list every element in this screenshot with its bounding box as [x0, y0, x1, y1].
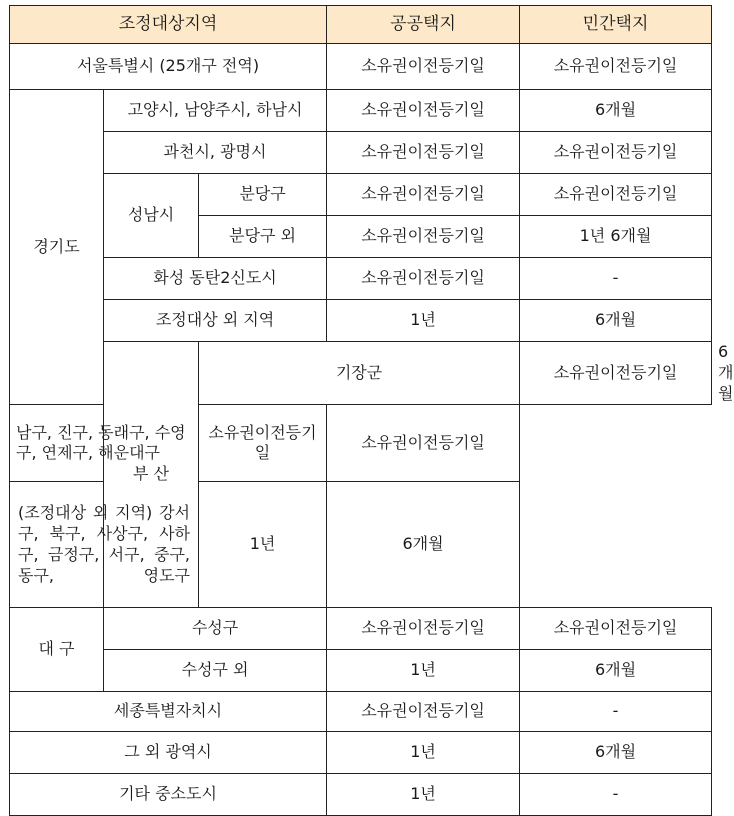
- region-cell: 고양시, 남양주시, 하남시: [104, 90, 327, 132]
- private-cell: 소유권이전등기일: [520, 132, 712, 174]
- table-row: [10, 692, 712, 732]
- public-cell: 소유권이전등기일: [327, 174, 520, 216]
- private-cell: 6개월: [520, 650, 712, 692]
- region-cell: 분당구: [199, 174, 327, 216]
- province-label: 대 구: [10, 608, 104, 692]
- public-cell: 소유권이전등기일: [327, 258, 520, 300]
- public-cell: 소유권이전등기일: [327, 608, 520, 650]
- table-row: [10, 774, 712, 816]
- resale-restriction-table: [9, 5, 734, 816]
- table-row: [10, 732, 712, 774]
- table-row: [10, 482, 712, 608]
- table-row: [10, 608, 712, 650]
- table-row: [10, 90, 712, 132]
- region-cell: 과천시, 광명시: [104, 132, 327, 174]
- table-row: [10, 132, 712, 174]
- public-cell: 소유권이전등기일: [327, 132, 520, 174]
- region-cell: 수성구 외: [104, 650, 327, 692]
- public-cell: 소유권이전등기일: [327, 216, 520, 258]
- public-cell: 소유권이전등기일: [327, 90, 520, 132]
- private-cell: 소유권이전등기일: [520, 608, 712, 650]
- table-row: [10, 44, 712, 90]
- province-label: 경기도: [10, 90, 104, 405]
- private-cell: 6개월: [520, 300, 712, 342]
- public-cell: 소유권이전등기일: [327, 692, 520, 732]
- header-region: 조정대상지역: [10, 6, 327, 44]
- private-cell: -: [520, 692, 712, 732]
- private-cell: 6개월: [520, 732, 712, 774]
- private-cell: 6개월: [520, 90, 712, 132]
- region-cell: 수성구: [104, 608, 327, 650]
- header-row: [10, 6, 712, 44]
- public-cell: 1년: [327, 774, 520, 816]
- public-cell: 1년: [327, 650, 520, 692]
- region-cell: (조정대상 외 지역) 강서구, 북구, 사상구, 사하구, 금정구, 서구, 중구, 동구, 영도구: [10, 482, 199, 608]
- region-cell: 남구, 진구, 동래구, 수영구, 연제구, 해운대구: [10, 405, 199, 482]
- public-cell: 1년: [199, 482, 327, 608]
- private-cell: 소유권이전등기일: [520, 44, 712, 90]
- public-cell: 소유권이전등기일: [199, 405, 327, 482]
- private-cell: 6개월: [327, 482, 520, 608]
- region-cell: 세종특별자치시: [10, 692, 327, 732]
- region-cell: 서울특별시 (25개구 전역): [10, 44, 327, 90]
- table-row: 부 산 기장군 소유권이전등기일 6개월: [10, 342, 712, 405]
- table-row: [10, 405, 712, 482]
- region-cell: 그 외 광역시: [10, 732, 327, 774]
- private-cell: -: [520, 258, 712, 300]
- public-cell: 소유권이전등기일: [520, 342, 712, 405]
- private-cell: 소유권이전등기일: [327, 405, 520, 482]
- private-cell: -: [520, 774, 712, 816]
- province-label: 부 산: [104, 342, 199, 608]
- region-cell: 분당구 외: [199, 216, 327, 258]
- private-cell: 소유권이전등기일: [520, 174, 712, 216]
- table-row: [10, 650, 712, 692]
- header-public: 공공택지: [327, 6, 520, 44]
- region-cell: 조정대상 외 지역: [104, 300, 327, 342]
- table-row: [10, 258, 712, 300]
- public-cell: 1년: [327, 732, 520, 774]
- public-cell: 1년: [327, 300, 520, 342]
- table-row: [10, 174, 712, 216]
- region-cell: 화성 동탄2신도시: [104, 258, 327, 300]
- region-cell: 기장군: [199, 342, 520, 405]
- region-cell: 기타 중소도시: [10, 774, 327, 816]
- public-cell: 소유권이전등기일: [327, 44, 520, 90]
- header-private: 민간택지: [520, 6, 712, 44]
- table-row: [10, 300, 712, 342]
- city-label: 성남시: [104, 174, 199, 258]
- private-cell: 1년 6개월: [520, 216, 712, 258]
